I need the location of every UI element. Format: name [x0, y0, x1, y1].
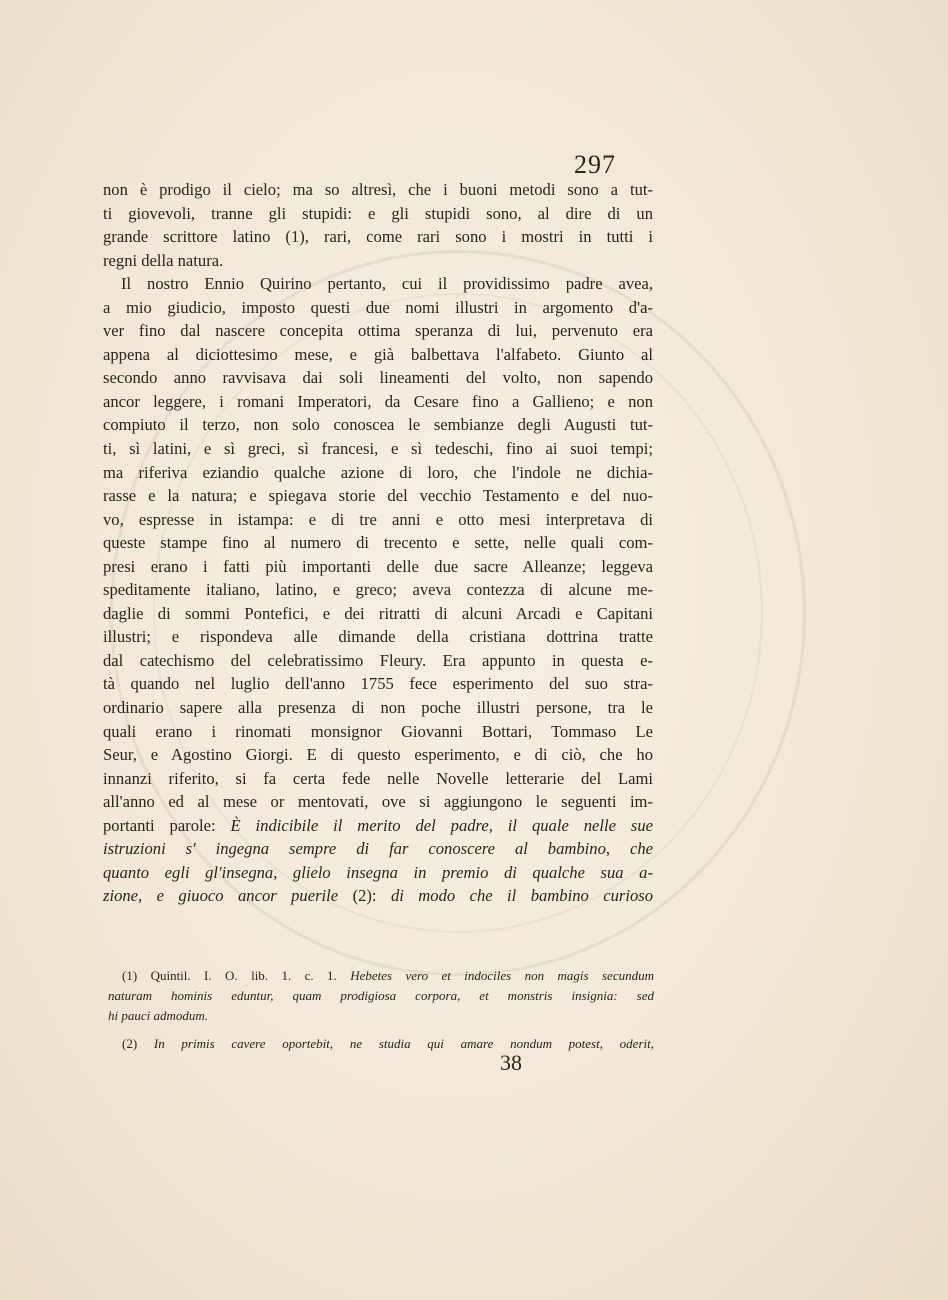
- text-line: [103, 884, 653, 908]
- text-line: [103, 814, 653, 838]
- text-line: ordinario sapere alla presenza di non poche illustri persone, tra le: [103, 698, 653, 718]
- signature-mark: 38: [500, 1050, 522, 1075]
- italic-quote: istruzioni s' ingegna sempre di far conoscere al bambino, che: [103, 839, 653, 859]
- footnote-2-line: [108, 1034, 654, 1054]
- text-line: regni della natura.: [103, 250, 224, 270]
- page-number: 297: [574, 150, 616, 179]
- body-text: [103, 178, 653, 908]
- text-line: ma riferiva eziandio qualche azione di loro, che l'indole ne dichia-: [103, 462, 653, 482]
- footnote-ref: (1) Quintil. I. O. lib. 1. c. 1.: [122, 968, 351, 983]
- text-line: Il nostro Ennio Quirino pertanto, cui il providissimo padre avea,: [121, 274, 653, 294]
- italic-quote: di modo che il bambino curioso: [390, 886, 653, 906]
- italic-quote: È indicibile il merito del padre, il quale nelle sue: [230, 815, 653, 835]
- text-line: daglie di sommi Pontefici, e dei ritratti di alcuni Arcadi e Capitani: [103, 603, 653, 623]
- footnote-1-line: [108, 1006, 654, 1026]
- text-line: all'anno ed al mese or mentovati, ove si aggiungono le seguenti im-: [103, 792, 653, 812]
- text-line: queste stampe fino al numero di trecento e sette, nelle quali com-: [103, 533, 653, 553]
- italic-quote: zione, e giuoco ancor puerile: [103, 886, 339, 906]
- footnote-1-line: [108, 986, 654, 1006]
- footnote-quote: naturam hominis eduntur, quam prodigiosa corpora, et monstris insignia: sed: [108, 988, 654, 1003]
- footnote-1-line: [108, 966, 654, 986]
- text-line: presi erano i fatti più importanti delle due sacre Alleanze; leggeva: [103, 556, 653, 576]
- text-line: ver fino dal nascere concepita ottima speranza di lui, pervenuto era: [103, 321, 653, 341]
- text-line: a mio giudicio, imposto questi due nomi illustri in argomento d'a-: [103, 297, 653, 317]
- text-run: portanti parole:: [103, 815, 231, 835]
- text-line: ti, sì latini, e sì greci, sì francesi, e sì tedeschi, fino ai suoi tempi;: [103, 439, 653, 459]
- text-line: [103, 837, 653, 861]
- text-line: ancor leggere, i romani Imperatori, da Cesare fino a Gallieno; e non: [103, 391, 653, 411]
- text-line: [103, 861, 653, 885]
- text-line: innanzi riferito, si fa certa fede nelle Novelle letterarie del Lami: [103, 768, 653, 788]
- text-line: vo, espresse in istampa: e di tre anni e otto mesi interpretava di: [103, 509, 653, 529]
- text-line: appena al diciottesimo mese, e già balbettava l'alfabeto. Giunto al: [103, 344, 653, 364]
- text-run: (2):: [338, 886, 391, 906]
- text-line: dal catechismo del celebratissimo Fleury. Era appunto in questa e-: [103, 650, 653, 670]
- footnote-ref: (2): [122, 1036, 154, 1051]
- text-line: rasse e la natura; e spiegava storie del vecchio Testamento e del nuo-: [103, 486, 653, 506]
- text-line: Seur, e Agostino Giorgi. E di questo esperimento, e di ciò, che ho: [103, 745, 653, 765]
- text-line: ti giovevoli, tranne gli stupidi: e gli stupidi sono, al dire di un: [103, 203, 653, 223]
- text-line: compiuto il terzo, non solo conoscea le sembianze degli Augusti tut-: [103, 415, 653, 435]
- text-line: secondo anno ravvisava dai soli lineamenti del volto, non sapendo: [103, 368, 653, 388]
- text-line: quali erano i rinomati monsignor Giovanni Bottari, Tommaso Le: [103, 721, 653, 741]
- text-line: grande scrittore latino (1), rari, come rari sono i mostri in tutti i: [103, 227, 653, 247]
- text-line: tà quando nel luglio dell'anno 1755 fece esperimento del suo stra-: [103, 674, 653, 694]
- text-line: non è prodigo il cielo; ma so altresì, che i buoni metodi sono a tut-: [103, 180, 653, 199]
- footnote-quote: In primis cavere oportebit, ne studia qui amare nondum potest, oderit,: [153, 1036, 654, 1051]
- italic-quote: quanto egli gl'insegna, glielo insegna in premio di qualche sua a-: [103, 862, 653, 882]
- text-line: speditamente italiano, latino, e greco; aveva contezza di alcune me-: [103, 580, 653, 600]
- footnote-quote: Hebetes vero et indociles non magis secundum: [350, 968, 654, 983]
- text-line: illustri; e rispondeva alle dimande della cristiana dottrina tratte: [103, 627, 653, 647]
- footnotes: [108, 966, 654, 1054]
- footnote-quote: hi pauci admodum.: [108, 1008, 209, 1023]
